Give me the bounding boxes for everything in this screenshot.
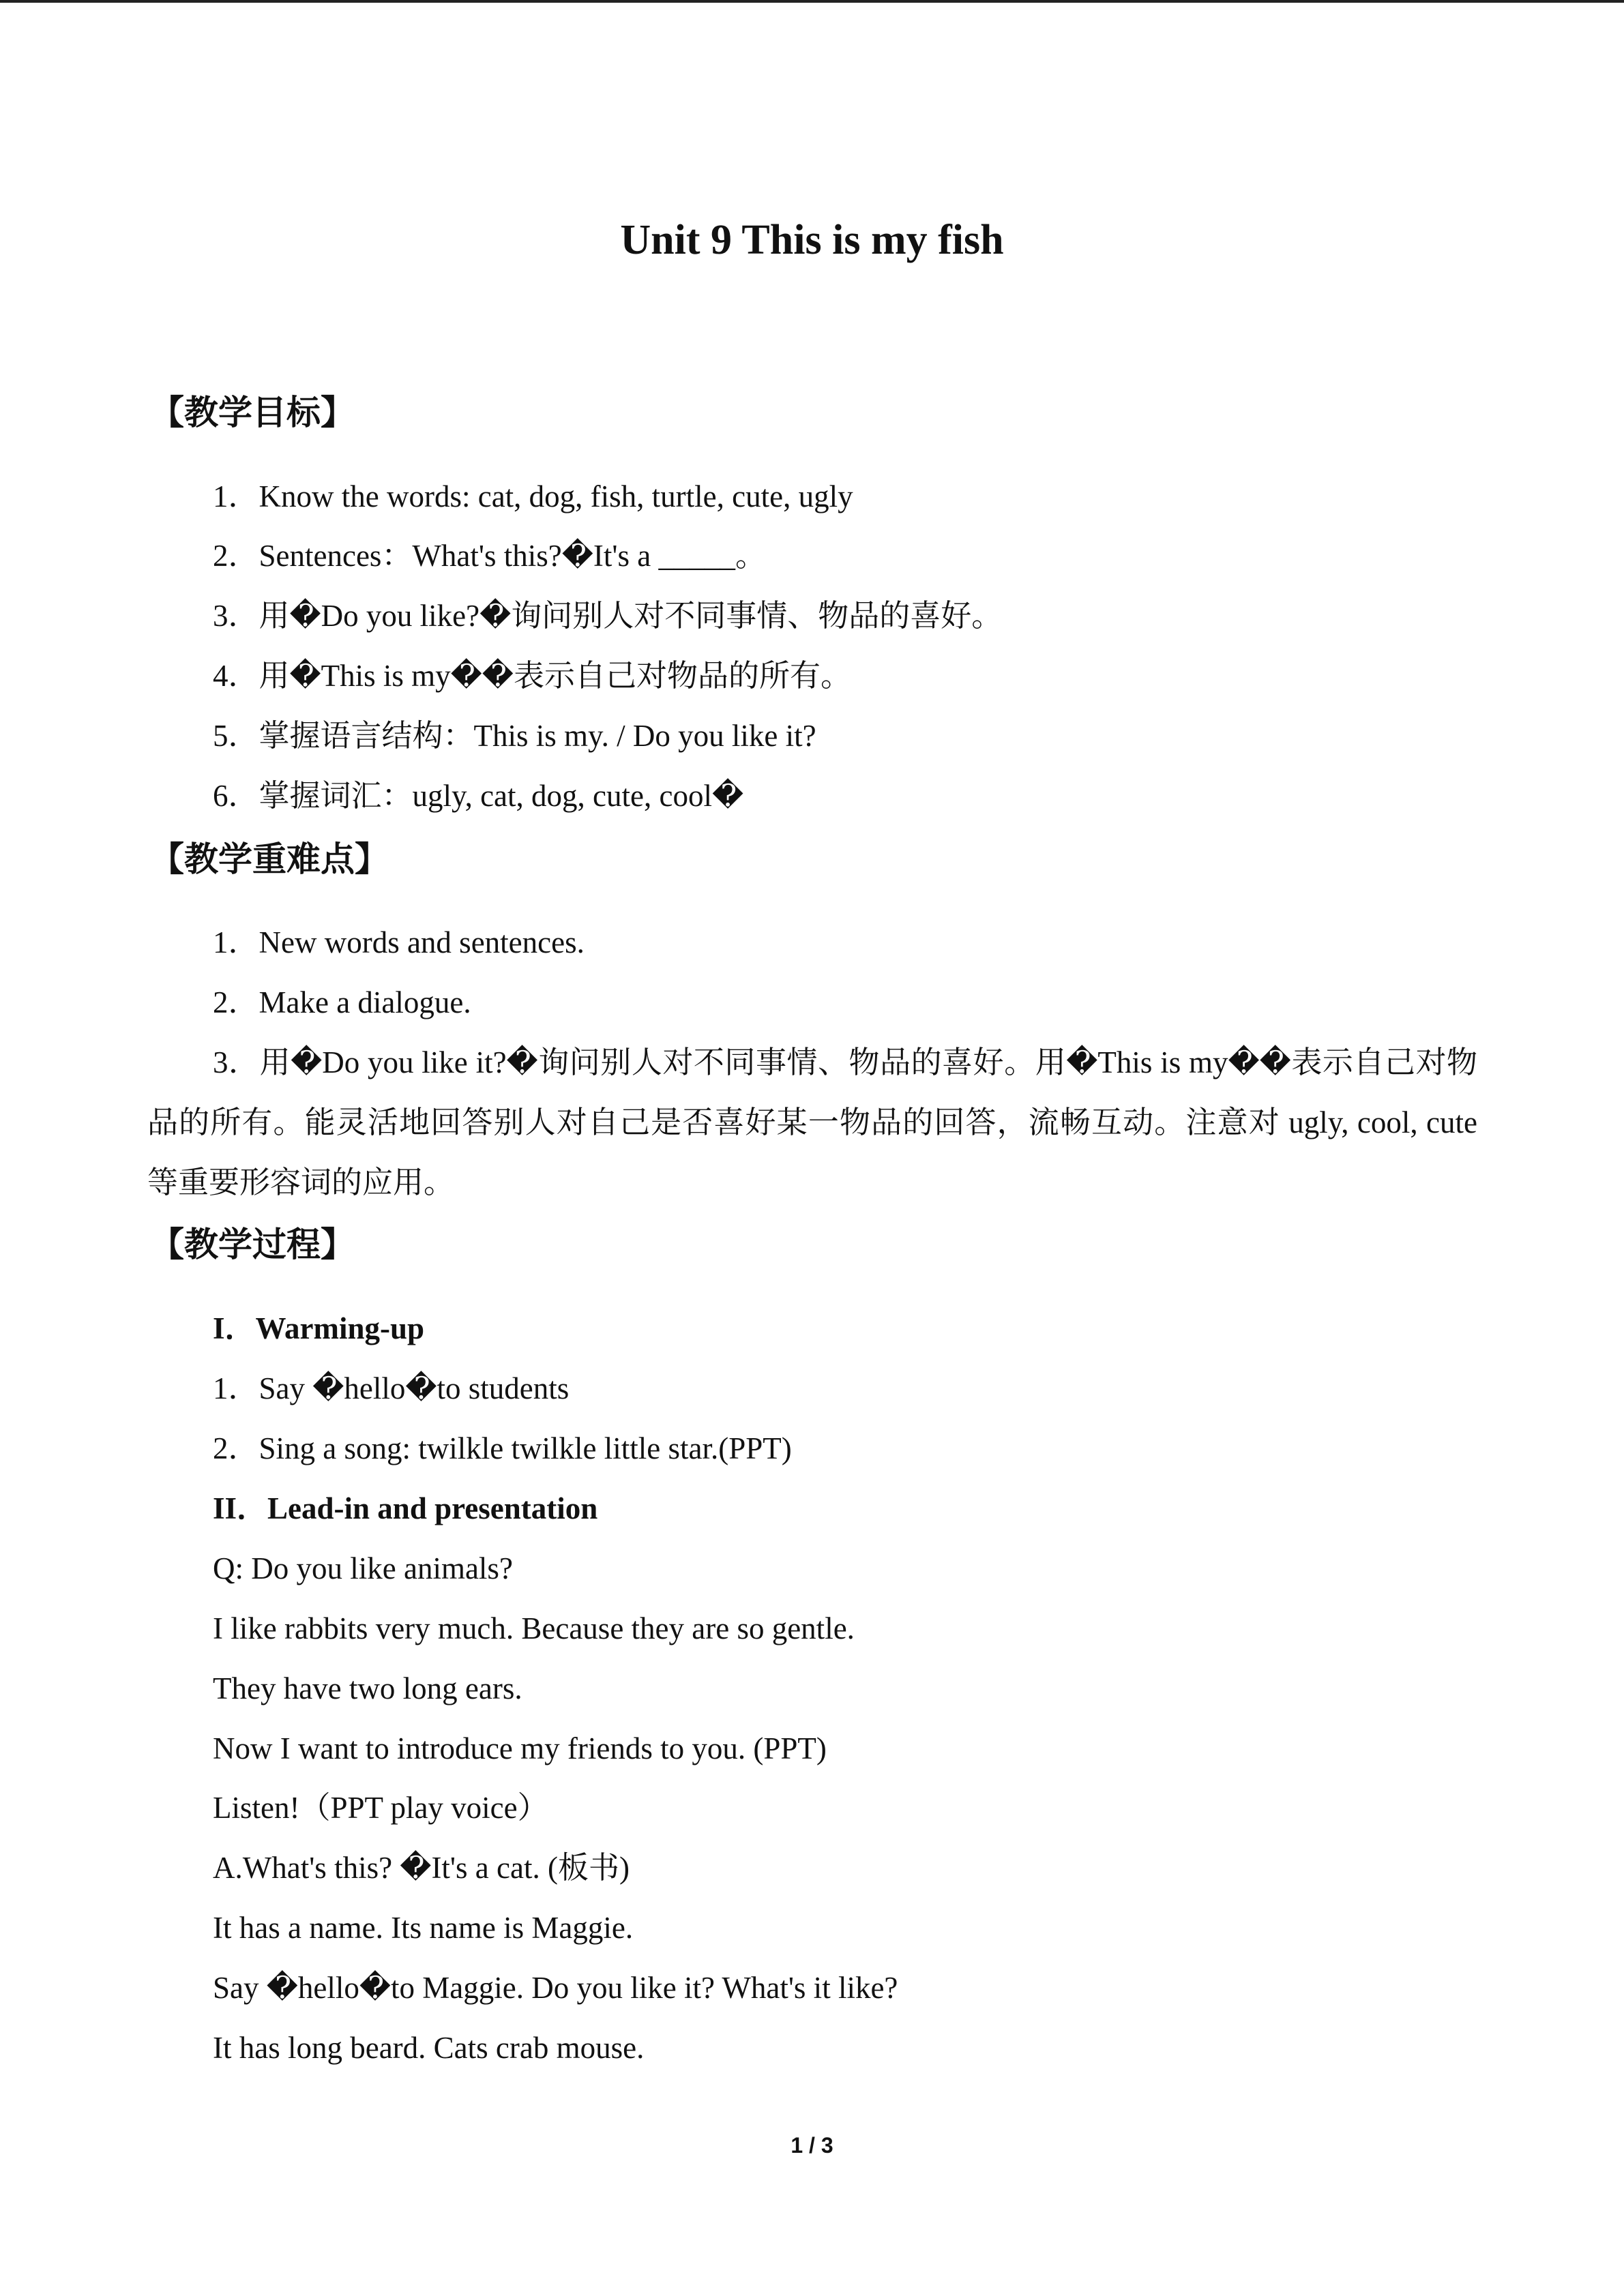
objective-item-2: 2．Sentences：What's this?�It's a _____。 xyxy=(213,539,766,573)
process-line: 2．Sing a song: twilkle twilkle little star.(PPT) xyxy=(213,1431,792,1465)
objective-item-3: 3．用�Do you like?�询问别人对不同事情、物品的喜好。 xyxy=(213,599,1003,633)
process-line: Q: Do you like animals? xyxy=(213,1551,513,1585)
process-subheading-warming-up: I．Warming-up xyxy=(213,1311,425,1345)
process-line: 1．Say �hello�to students xyxy=(213,1371,570,1405)
section-heading-key-points: 【教学重难点】 xyxy=(150,839,389,879)
process-line: It has long beard. Cats crab mouse. xyxy=(213,2031,645,2065)
key-point-item-1: 1．New words and sentences. xyxy=(213,925,585,959)
process-line: I like rabbits very much. Because they are so gentle. xyxy=(213,1611,855,1645)
process-subheading-lead-in: II．Lead-in and presentation xyxy=(213,1491,598,1525)
page-number: 1 / 3 xyxy=(791,2133,833,2158)
process-line: Now I want to introduce my friends to you. (PPT) xyxy=(213,1731,827,1765)
objective-item-1: 1．Know the words: cat, dog, fish, turtle, cute, ugly xyxy=(213,479,853,513)
objective-item-5: 5．掌握语言结构：This is my. / Do you like it? xyxy=(213,719,816,753)
process-line: A.What's this? �It's a cat. (板书) xyxy=(213,1851,630,1885)
objective-item-4: 4．用�This is my��表示自己对物品的所有。 xyxy=(213,659,851,693)
process-line: They have two long ears. xyxy=(213,1671,522,1705)
process-line: Say �hello�to Maggie. Do you like it? What's it like? xyxy=(213,1971,898,2005)
key-point-item-2: 2．Make a dialogue. xyxy=(213,985,471,1019)
top-border xyxy=(0,0,1624,3)
process-line: Listen!（PPT play voice） xyxy=(213,1791,548,1825)
section-heading-objectives: 【教学目标】 xyxy=(150,393,355,432)
document-title: Unit 9 This is my fish xyxy=(620,217,1004,263)
process-line: It has a name. Its name is Maggie. xyxy=(213,1911,634,1945)
objective-item-6: 6．掌握词汇：ugly, cat, dog, cute, cool� xyxy=(213,779,744,813)
key-point-paragraph: 3．用�Do you like it?�询问别人对不同事情、物品的喜好。用�This is my��表示自己对物品的所有。能灵活地回答别人对自己是否喜好某一物品的回答，流畅互动。注意对 ugly, cool, cute 等重要形容词的应用。 xyxy=(147,1045,1477,1199)
section-heading-process: 【教学过程】 xyxy=(150,1225,355,1264)
